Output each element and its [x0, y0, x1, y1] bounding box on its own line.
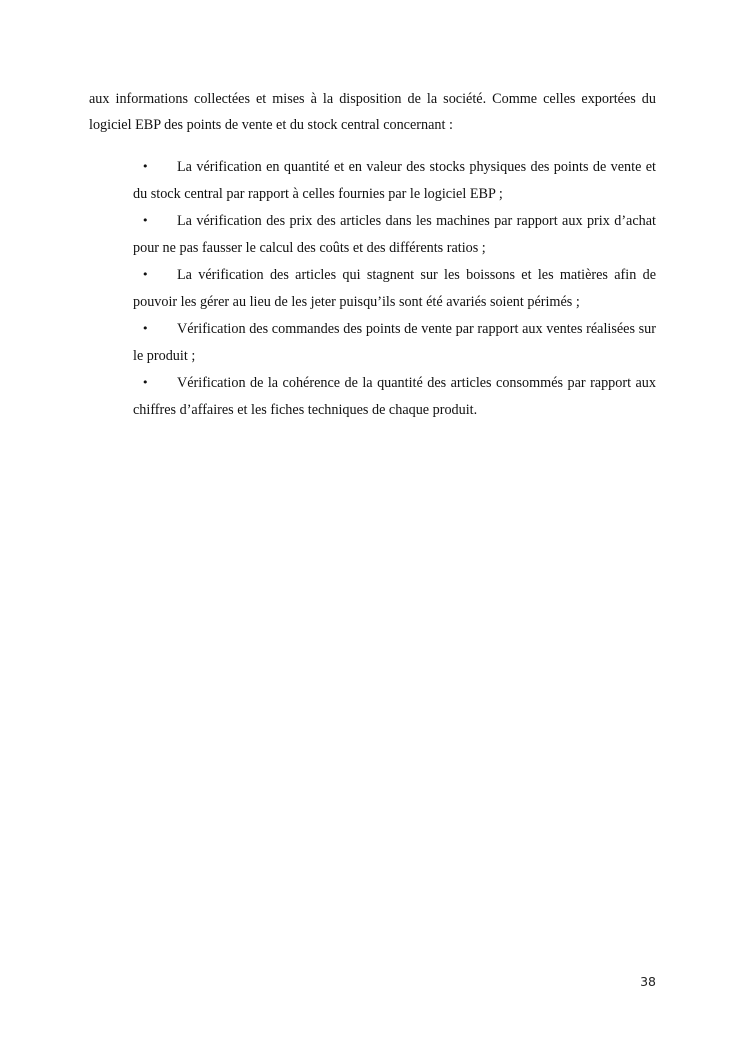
bullet-text: Vérification de la cohérence de la quantité des articles consommés par rapport aux chiffres d’affaires et les fiches techniques de chaque produit.	[133, 375, 656, 418]
bullet-icon: •	[142, 160, 149, 173]
bullet-item-1	[133, 154, 656, 207]
bullet-text: La vérification des articles qui stagnent sur les boissons et les matières afin de pouvoir les gérer au lieu de les jeter puisqu’ils sont été avariés soient périmés ;	[133, 267, 656, 310]
bullet-list	[133, 154, 656, 424]
page-number: 38	[640, 974, 656, 989]
bullet-text: La vérification des prix des articles dans les machines par rapport aux prix d’achat pour ne pas fausser le calcul des coûts et des différents ratios ;	[133, 213, 656, 256]
bullet-icon: •	[142, 268, 149, 281]
bullet-item-2	[133, 208, 656, 261]
intro-paragraph: aux informations collectées et mises à la disposition de la société. Comme celles exportées du logiciel EBP des points de vente et du stock central concernant :	[89, 91, 656, 133]
bullet-text: Vérification des commandes des points de vente par rapport aux ventes réalisées sur le produit ;	[133, 321, 656, 364]
bullet-item-4	[133, 316, 656, 369]
bullet-icon: •	[142, 214, 149, 227]
bullet-item-3	[133, 262, 656, 315]
bullet-icon: •	[142, 322, 149, 335]
bullet-item-5	[133, 370, 656, 423]
bullet-icon: •	[142, 376, 149, 389]
bullet-text: La vérification en quantité et en valeur des stocks physiques des points de vente et du stock central par rapport à celles fournies par le logiciel EBP ;	[133, 159, 656, 202]
